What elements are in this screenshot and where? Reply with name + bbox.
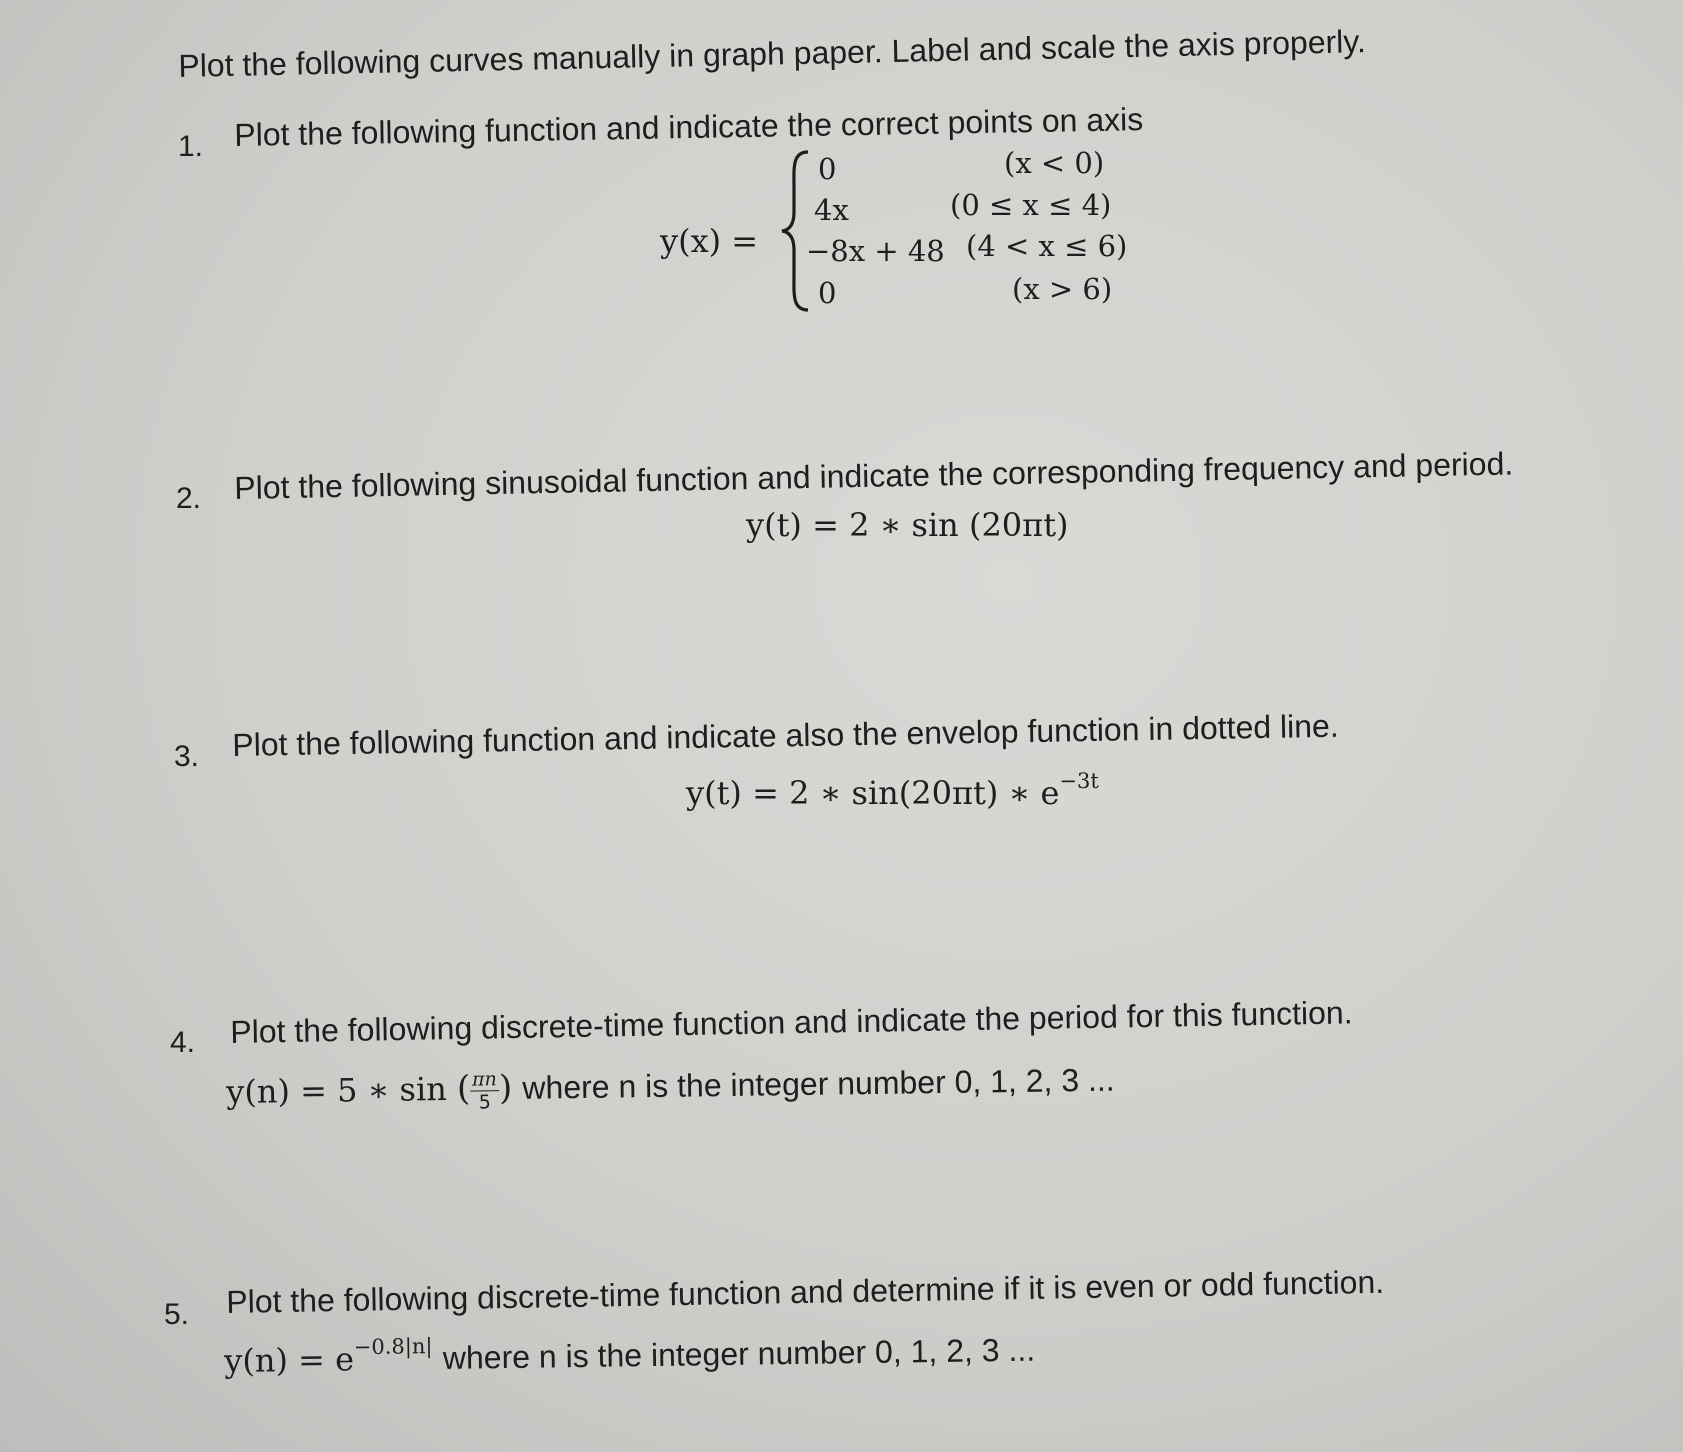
equation-lhs: y(n) = 5 ∗ sin bbox=[226, 1069, 448, 1111]
problem-text: Plot the following discrete-time function and indicate the period for this function. bbox=[230, 994, 1353, 1050]
intro-instruction: Plot the following curves manually in graph paper. Label and scale the axis properly. bbox=[178, 23, 1367, 84]
problem-number: 3. bbox=[174, 740, 200, 773]
piecewise-lhs: y(x) = bbox=[660, 222, 759, 260]
problem-number: 4. bbox=[170, 1026, 196, 1059]
equation-base: y(t) = 2 ∗ sin(20πt) ∗ e bbox=[686, 774, 1060, 812]
equation-trailing-text: where n is the integer number 0, 1, 2, 3 ... bbox=[442, 1331, 1036, 1376]
case-expr: 0 bbox=[818, 152, 837, 186]
problem-text: Plot the following discrete-time function and determine if it is even or odd function. bbox=[226, 1263, 1385, 1320]
case-condition: (x < 0) bbox=[1004, 146, 1105, 180]
problem-text: Plot the following sinusoidal function and indicate the corresponding frequency and period. bbox=[234, 445, 1514, 506]
equation-exponent: −3t bbox=[1059, 769, 1099, 793]
problem-text: Plot the following function and indicate also the envelop function in dotted line. bbox=[232, 707, 1339, 763]
damped-sinusoid-equation bbox=[686, 769, 1099, 812]
equation-lhs: y(n) = e bbox=[224, 1340, 355, 1380]
equation-exponent: −0.8|n| bbox=[353, 1334, 433, 1360]
case-condition: (4 < x ≤ 6) bbox=[966, 229, 1128, 263]
problem-number: 2. bbox=[176, 482, 202, 515]
problem-number: 1. bbox=[178, 130, 204, 163]
problem-text: Plot the following function and indicate the correct points on axis bbox=[234, 101, 1144, 153]
equation-trailing-text: where n is the integer number 0, 1, 2, 3 ... bbox=[522, 1061, 1115, 1106]
discrete-exponential-equation bbox=[224, 1331, 1035, 1380]
case-condition: (x > 6) bbox=[1012, 272, 1113, 306]
case-expr: 4x bbox=[814, 193, 849, 227]
case-expr: −8x + 48 bbox=[806, 234, 945, 268]
left-brace-icon bbox=[778, 148, 812, 314]
fraction-numerator: πn bbox=[470, 1068, 499, 1091]
fraction bbox=[470, 1068, 499, 1113]
case-expr: 0 bbox=[818, 276, 837, 310]
case-condition: (0 ≤ x ≤ 4) bbox=[950, 188, 1112, 222]
sinusoid-equation: y(t) = 2 ∗ sin (20πt) bbox=[746, 506, 1069, 544]
discrete-sinusoid-equation: y(n) = 5 ∗ sin ( $\frac{\pi n}{5}$ ) where n is the integer number 0, 1, 2, 3 ... bbox=[226, 1061, 1115, 1114]
problem-number: 5. bbox=[164, 1298, 190, 1331]
fraction-denominator: 5 bbox=[478, 1091, 491, 1114]
